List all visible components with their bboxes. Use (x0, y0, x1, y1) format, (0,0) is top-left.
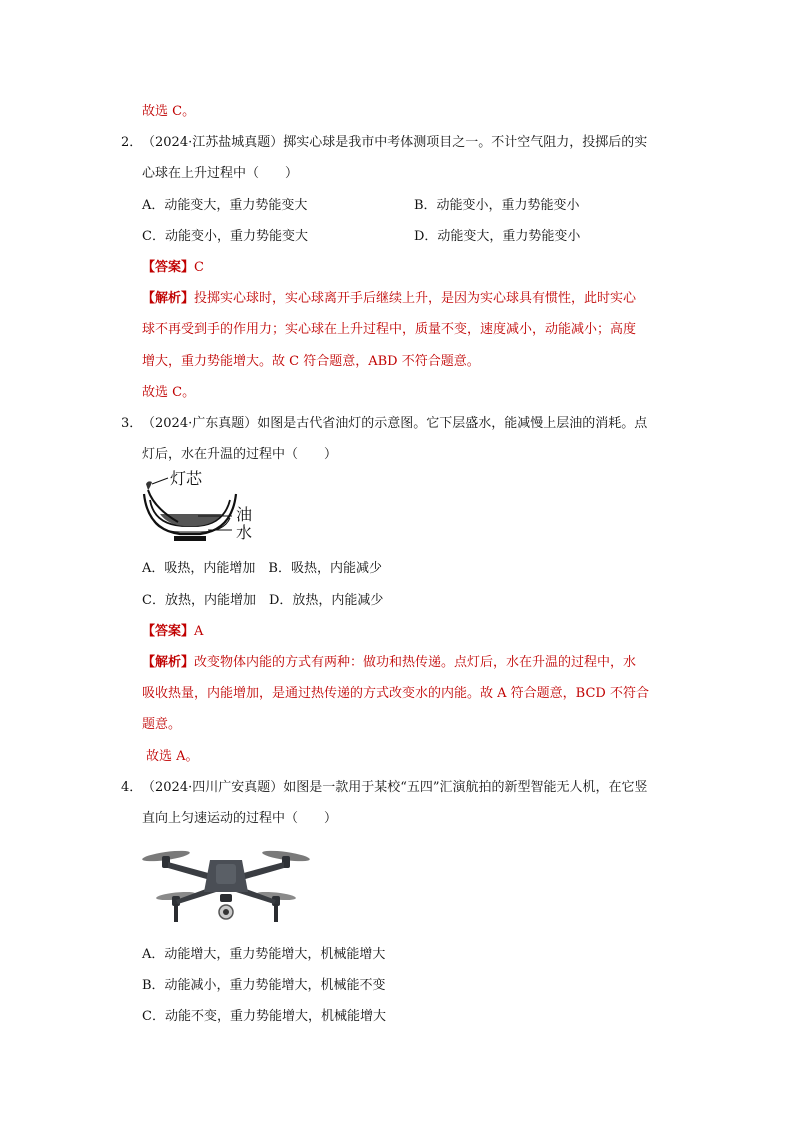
answer-value: A (194, 624, 204, 639)
drone-image (140, 840, 312, 932)
q2-stem-line1: （2024·江苏盐城真题）掷实心球是我市中考体测项目之一。不计空气阻力，投掷后的实 (142, 135, 648, 150)
q3-number: 3． (121, 416, 143, 431)
q2-answer (142, 259, 204, 277)
q4-number: 4． (121, 780, 143, 795)
q3-options-ab: A．吸热，内能增加 B．吸热，内能减少 (142, 561, 382, 576)
q3-stem-line2: 灯后，水在升温的过程中（ ） (142, 447, 338, 462)
q3-analysis-line1 (142, 654, 636, 672)
analysis-tag: 【解析】 (142, 291, 195, 306)
q3-conclusion: 故选 A。 (146, 749, 199, 764)
q3-stem-line1: （2024·广东真题）如图是古代省油灯的示意图。它下层盛水，能减慢上层油的消耗。点 (142, 416, 648, 431)
q2-analysis-line1 (142, 290, 636, 308)
q4-stem-line1: （2024·四川广安真题）如图是一款用于某校“五四”汇演航拍的新型智能无人机，在它竖 (142, 780, 648, 795)
q3-options-cd: C．放热，内能增加 D．放热，内能减少 (142, 593, 384, 608)
q1-conclusion: 故选 C。 (142, 104, 196, 119)
analysis-text: 改变物体内能的方式有两种：做功和热传递。点灯后，水在升温的过程中，水 (194, 655, 637, 670)
answer-value: C (194, 260, 204, 275)
q4-option-c: C．动能不变，重力势能增大，机械能增大 (142, 1009, 386, 1024)
answer-tag: 【答案】 (142, 260, 195, 275)
q2-option-d: D．动能变大，重力势能变小 (414, 229, 581, 244)
q2-stem-line2: 心球在上升过程中（ ） (142, 166, 299, 181)
q2-option-b: B．动能变小，重力势能变小 (414, 198, 580, 213)
water-label: 水 (236, 523, 253, 542)
q3-answer (142, 623, 203, 641)
q3-analysis-line3: 题意。 (142, 717, 182, 732)
q4-stem-line2: 直向上匀速运动的过程中（ ） (142, 811, 338, 826)
q2-analysis-line3: 增大，重力势能增大。故 C 符合题意，ABD 不符合题意。 (142, 354, 480, 369)
analysis-tag: 【解析】 (142, 655, 195, 670)
q2-option-c: C．动能变小，重力势能变大 (142, 229, 308, 244)
q2-number: 2． (121, 135, 143, 150)
answer-tag: 【答案】 (142, 624, 195, 639)
analysis-text: 投掷实心球时，实心球离开手后继续上升，是因为实心球具有惯性，此时实心 (194, 291, 637, 306)
q2-analysis-line2: 球不再受到手的作用力；实心球在上升过程中，质量不变，速度减小，动能减小；高度 (142, 322, 637, 337)
q4-option-b: B．动能减小，重力势能增大，机械能不变 (142, 978, 386, 993)
q2-option-a: A．动能变大，重力势能变大 (142, 198, 308, 213)
wick-label: 灯芯 (170, 469, 203, 488)
q3-analysis-line2: 吸收热量，内能增加，是通过热传递的方式改变水的内能。故 A 符合题意，BCD 不符合 (142, 686, 649, 701)
q2-conclusion: 故选 C。 (142, 385, 196, 400)
oil-lamp-figure (138, 469, 268, 552)
q4-option-a: A．动能增大，重力势能增大，机械能增大 (142, 947, 386, 962)
oil-label: 油 (236, 505, 253, 524)
